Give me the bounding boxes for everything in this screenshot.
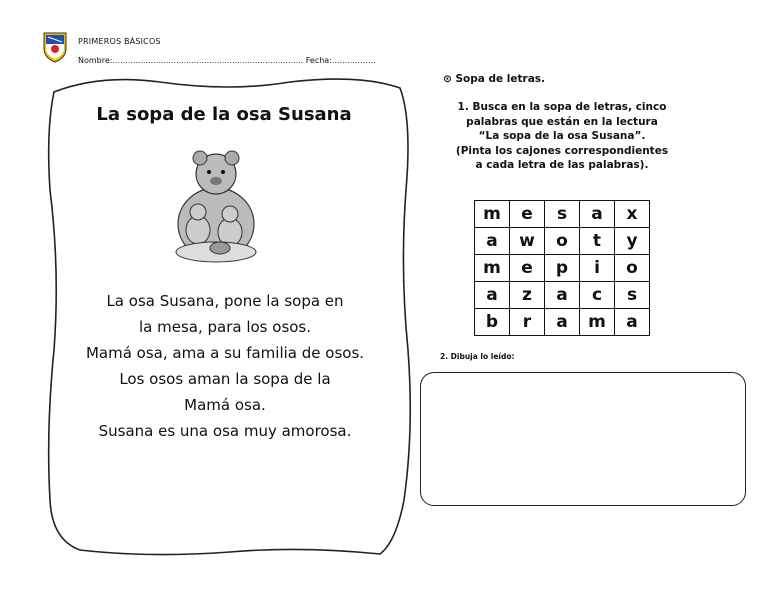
grid-cell[interactable]: e (510, 201, 545, 228)
story-line: Mamá osa. (184, 396, 266, 414)
grid-cell[interactable]: o (615, 255, 650, 282)
grid-cell[interactable]: t (580, 228, 615, 255)
drawing-area[interactable] (420, 372, 746, 506)
grid-cell[interactable]: i (580, 255, 615, 282)
word-search-grid (474, 200, 650, 336)
instruction-line: a cada letra de las palabras). (475, 159, 649, 171)
grid-cell[interactable]: w (510, 228, 545, 255)
story-line: Mamá osa, ama a su familia de osos. (85, 344, 365, 362)
school-crest-icon (42, 30, 68, 64)
story-line: La osa Susana, pone la sopa en (106, 292, 344, 310)
grid-cell[interactable]: b (475, 309, 510, 336)
draw-label: 2. Dibuja lo leído: (440, 352, 515, 361)
school-title: PRIMEROS BÁSICOS (78, 37, 161, 46)
grid-cell[interactable]: r (510, 309, 545, 336)
grid-row (475, 282, 650, 309)
grid-cell[interactable]: s (615, 282, 650, 309)
instruction-line: palabras que están en la lectura (466, 115, 658, 128)
grid-cell[interactable]: m (475, 255, 510, 282)
grid-cell[interactable]: x (615, 201, 650, 228)
grid-row (475, 255, 650, 282)
instruction-line: “La sopa de la osa Susana”. (478, 130, 646, 142)
bear-family-illustration (162, 148, 270, 266)
grid-cell[interactable]: a (615, 309, 650, 336)
grid-row (475, 309, 650, 336)
grid-cell[interactable]: z (510, 282, 545, 309)
grid-cell[interactable]: a (545, 309, 580, 336)
grid-cell[interactable]: a (475, 228, 510, 255)
grid-cell[interactable]: m (475, 201, 510, 228)
grid-row (475, 228, 650, 255)
grid-cell[interactable]: m (580, 309, 615, 336)
instruction-line: (Pinta los cajones correspondientes (455, 144, 669, 157)
instruction-line: 1. Busca en la sopa de letras, cinco (457, 101, 667, 113)
grid-cell[interactable]: o (545, 228, 580, 255)
activity-instructions (432, 100, 692, 173)
story-line: la mesa, para los osos. (138, 318, 312, 336)
grid-cell[interactable]: s (545, 201, 580, 228)
grid-cell[interactable]: a (580, 201, 615, 228)
activity-heading-text: Sopa de letras. (455, 73, 546, 85)
story-text (70, 288, 380, 444)
grid-cell[interactable]: p (545, 255, 580, 282)
grid-cell[interactable]: c (580, 282, 615, 309)
story-line: Los osos aman la sopa de la (119, 370, 331, 388)
date-label: Fecha: (305, 56, 332, 65)
grid-cell[interactable]: y (615, 228, 650, 255)
name-label: Nombre: (78, 56, 113, 65)
bullet-icon: ⊙ (443, 73, 456, 85)
grid-cell[interactable]: e (510, 255, 545, 282)
grid-cell[interactable]: a (545, 282, 580, 309)
story-title: La sopa de la osa Susana (96, 104, 352, 125)
name-blank[interactable]: ........................................................................... (112, 56, 306, 65)
story-line: Susana es una osa muy amorosa. (98, 422, 352, 440)
activity-heading (443, 73, 545, 85)
name-date-line (78, 56, 376, 65)
date-blank[interactable]: .........…….. (331, 56, 376, 65)
grid-row (475, 201, 650, 228)
grid-cell[interactable]: a (475, 282, 510, 309)
